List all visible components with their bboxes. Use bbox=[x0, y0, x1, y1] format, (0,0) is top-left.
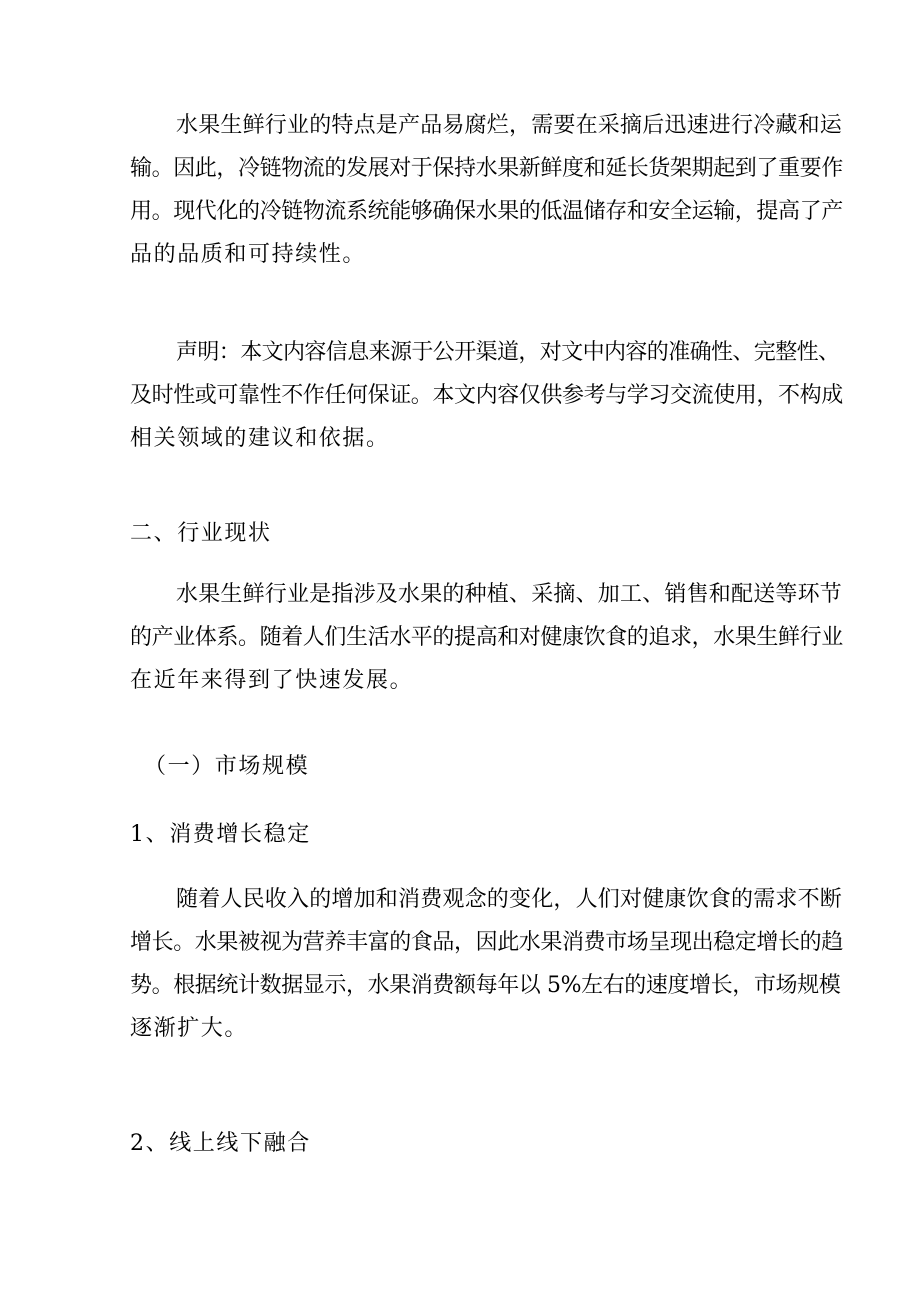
text-line: 在近年来得到了快速发展。 bbox=[130, 668, 414, 693]
text-line: 输。因此，冷链物流的发展对于保持水果新鲜度和延长货架期起到了重要作 bbox=[130, 156, 843, 181]
paragraph-cold-chain bbox=[84, 104, 844, 276]
text-line: 声明：本文内容信息来源于公开渠道，对文中内容的准确性、完整性、 bbox=[176, 340, 840, 365]
text-line: 逐渐扩大。 bbox=[130, 1016, 249, 1041]
text-line: 势。根据统计数据显示，水果消费额每年以 5%左右的速度增长，市场规模 bbox=[130, 973, 841, 998]
text-line: 及时性或可靠性不作任何保证。本文内容仅供参考与学习交流使用，不构成 bbox=[130, 383, 843, 408]
text-line: 水果生鲜行业是指涉及水果的种植、采摘、加工、销售和配送等环节 bbox=[176, 582, 843, 607]
text-line: 相关领域的建议和依据。 bbox=[130, 426, 390, 451]
text-line: 水果生鲜行业的特点是产品易腐烂，需要在采摘后迅速进行冷藏和运 bbox=[176, 113, 843, 138]
text-line: 增长。水果被视为营养丰富的食品，因此水果消费市场呈现出稳定增长的趋 bbox=[130, 930, 843, 955]
item-heading-online-offline: 2、线上线下融合 bbox=[130, 1131, 311, 1156]
subsection-heading-market-size: （一）市场规模 bbox=[144, 754, 310, 779]
text-line: 的产业体系。随着人们生活水平的提高和对健康饮食的追求，水果生鲜行业 bbox=[130, 625, 843, 650]
paragraph-consumption-growth bbox=[84, 878, 844, 1050]
paragraph-industry-definition bbox=[84, 573, 844, 702]
section-heading-industry-status: 二、行业现状 bbox=[130, 521, 272, 546]
paragraph-disclaimer bbox=[84, 331, 844, 460]
text-line: 随着人民收入的增加和消费观念的变化，人们对健康饮食的需求不断 bbox=[176, 887, 843, 912]
text-line: 用。现代化的冷链物流系统能够确保水果的低温储存和安全运输，提高了产 bbox=[130, 199, 843, 224]
text-line: 品的品质和可持续性。 bbox=[130, 242, 367, 267]
item-heading-consumption-growth: 1、消费增长稳定 bbox=[130, 822, 311, 847]
